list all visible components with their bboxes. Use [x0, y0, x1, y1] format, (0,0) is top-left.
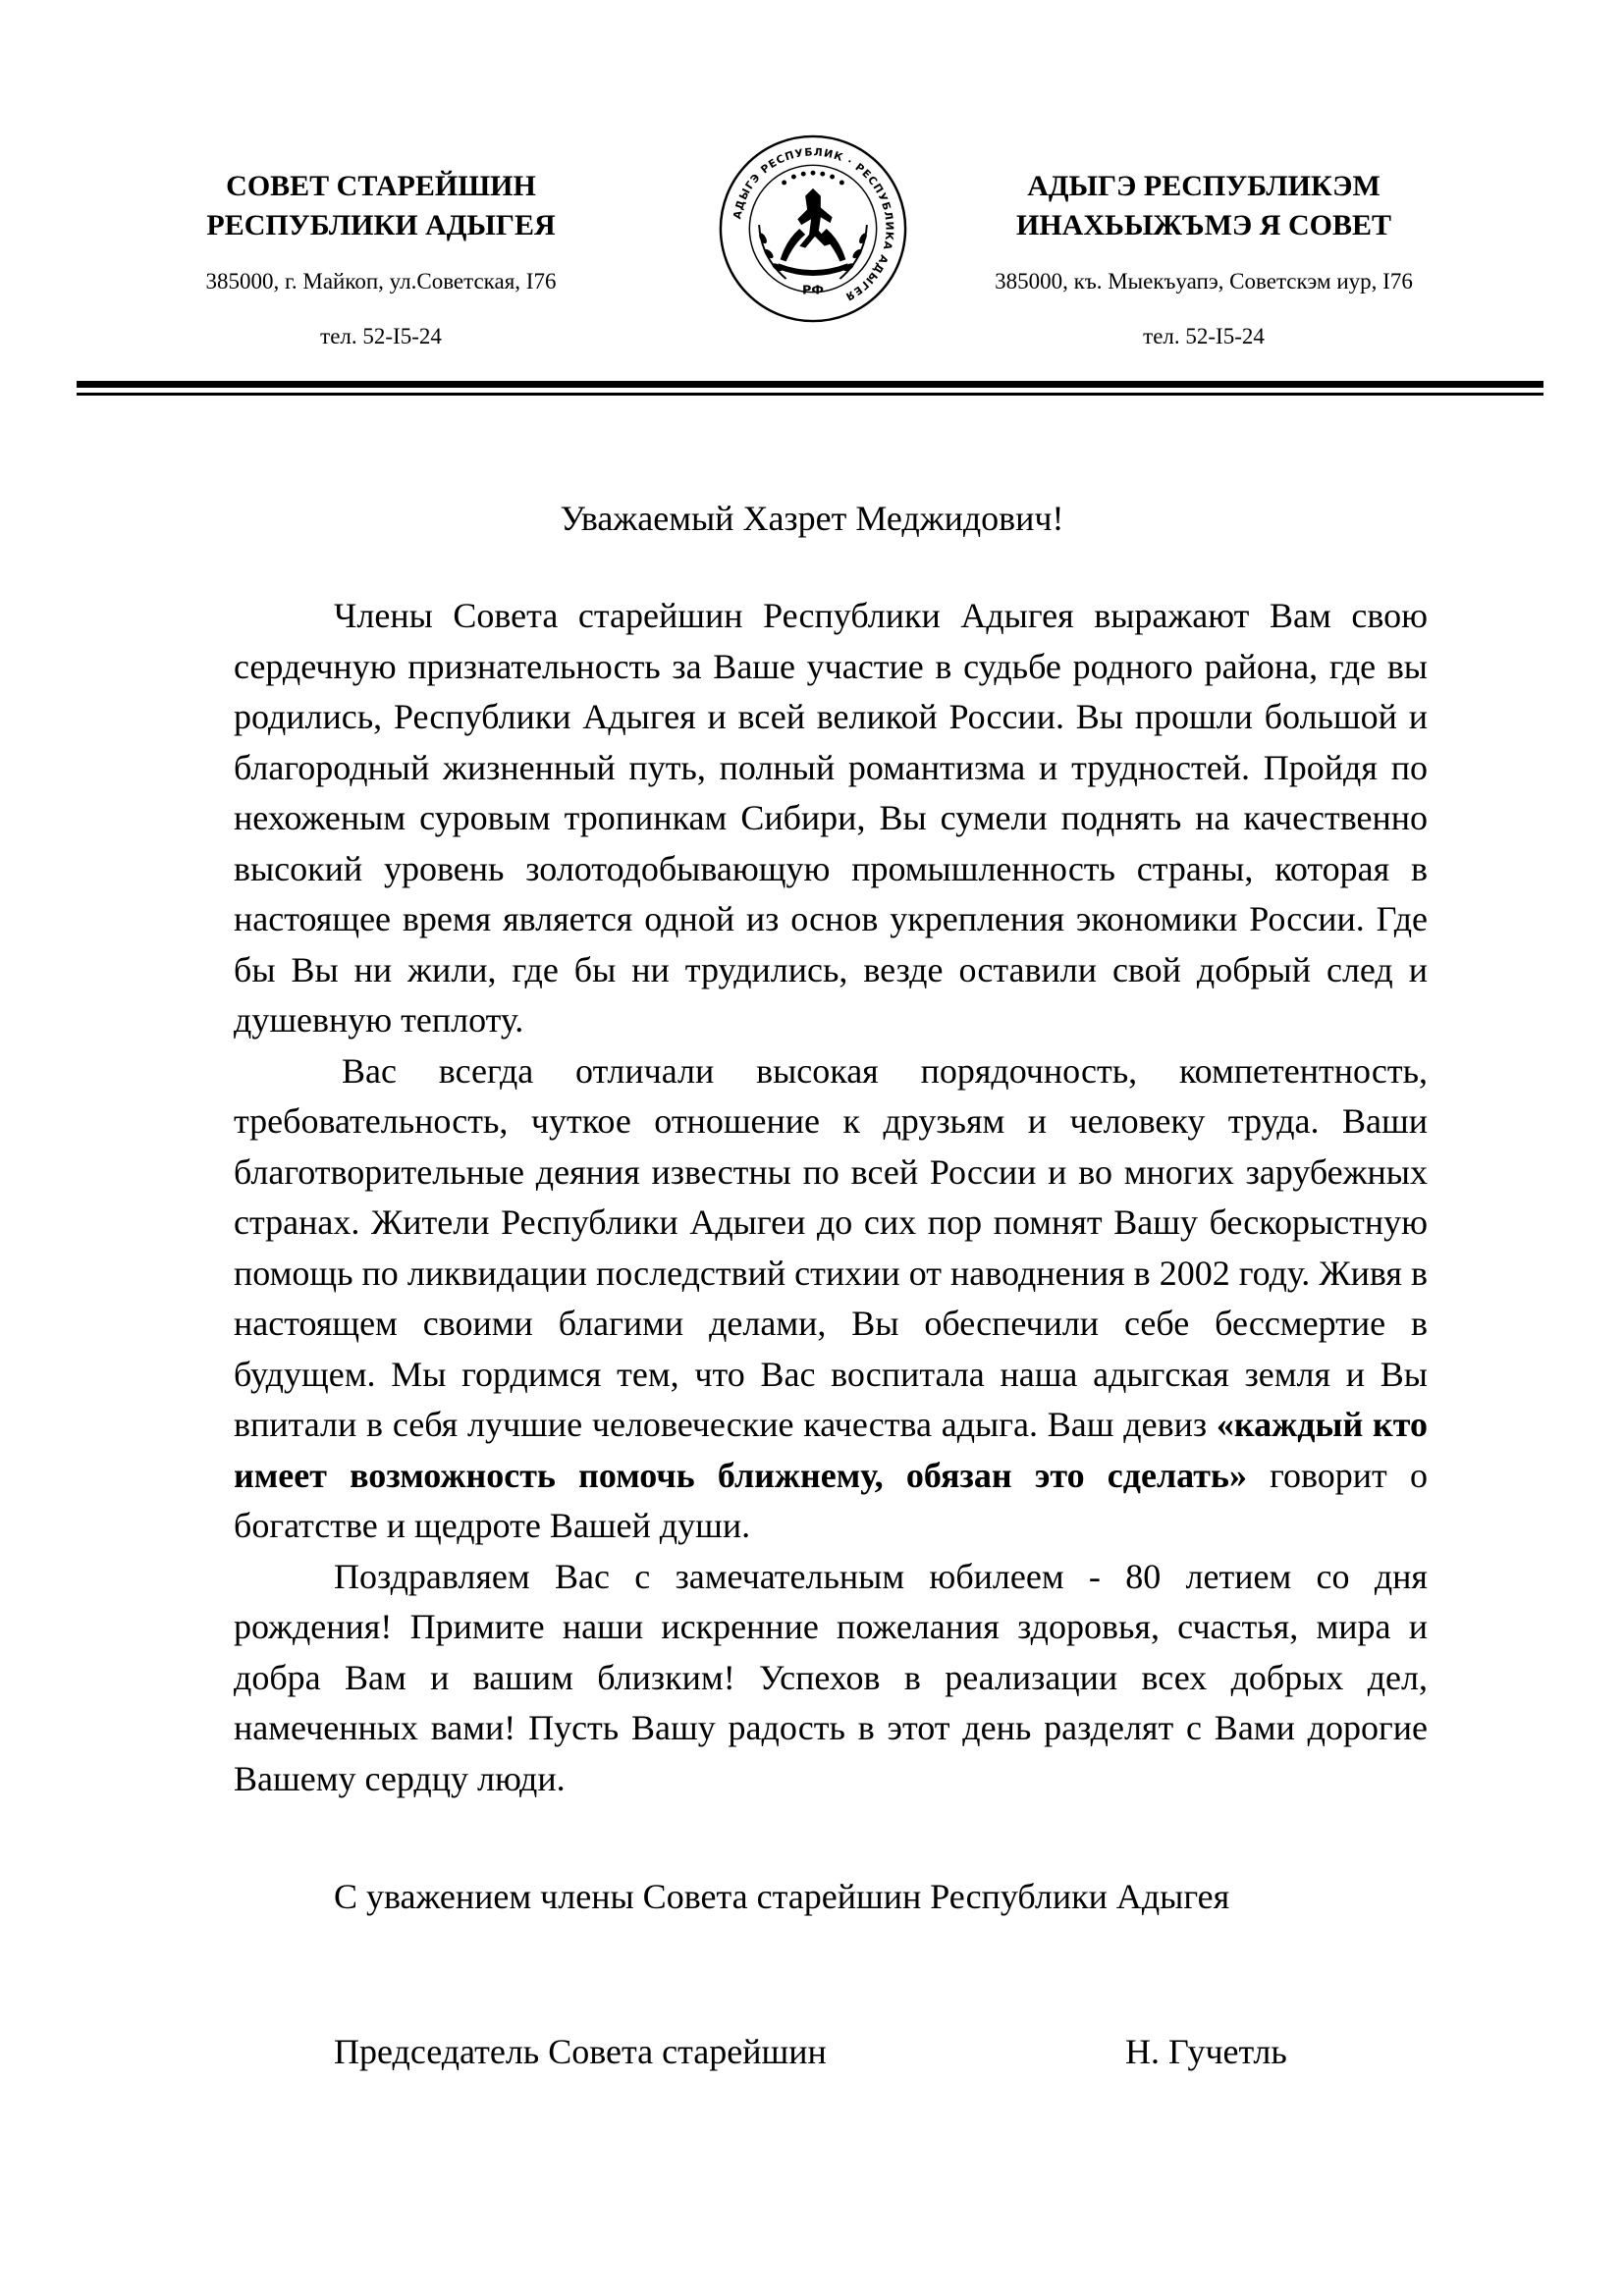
header-divider-thin — [77, 393, 1543, 396]
paragraph-1: Члены Совета старейшин Республики Адыгея выражают Вам свою сердечную признательность за Ваше участие в судьбе родного района, где вы родились, Республики Адыгея и всей великой России. Вы прошли большой и благородный жизненный путь, полный романтизма и трудностей. Пройдя по нехоженым суровым тропинкам Сибири, Вы сумели поднять на качественно высокий уровень золотодобывающую промышленность страны, которая в настоящее время является одной из основ укрепления экономики России. Где бы Вы ни жили, где бы ни трудились, везде оставили свой добрый след и душевную теплоту. — [234, 596, 1428, 1040]
header-left-title-line1: СОВЕТ СТАРЕЙШИН — [226, 170, 536, 202]
header-divider-thick — [77, 381, 1543, 388]
paragraph-3: Поздравляем Вас с замечательным юбилеем - 80 летием со дня рождения! Примите наши искренние пожелания здоровья, счастья, мира и добра Вам и вашим близким! Успехов в реализации всех добрых дел, намеченных вами! Пусть Вашу радость в этот день разделят с Вами дорогие Вашему сердцу люди. — [234, 1556, 1428, 1798]
motto-bold: «каждый кто имеет возможность помочь ближнему, обязан это сделать» — [234, 1405, 1429, 1495]
coat-of-arms-emblem-icon — [717, 133, 909, 325]
header-left-title-line2: РЕСПУБЛИКИ АДЫГЕЯ — [206, 209, 556, 241]
header-left-block — [106, 167, 656, 351]
paragraph-2-text-after: говорит о богатстве и щедроте Вашей души. — [234, 1455, 1428, 1545]
closing-line: С уважением члены Совета старейшин Республики Адыгея — [334, 1877, 1230, 1916]
header-right-address: 385000, къ. Мыекъуапэ, Советскэм иур, I76 — [995, 269, 1413, 294]
letter-body — [234, 591, 1428, 1804]
emblem-base-text: РФ — [802, 283, 824, 298]
header-right-title-line2: ИНАХЬЫЖЪМЭ Я СОВЕТ — [1016, 209, 1391, 241]
signature-name: Н. Гучетль — [1125, 2032, 1287, 2071]
emblem-ring-text: АДЫГЭ РЕСПУБЛИК · РЕСПУБЛИКА АДЫГЕЯ — [731, 145, 896, 304]
salutation: Уважаемый Хазрет Меджидович! — [560, 499, 1064, 538]
header-left-address: 385000, г. Майкоп, ул.Советская, I76 — [205, 269, 557, 294]
header-right-block — [929, 167, 1479, 351]
header-left-phone: тел. 52-I5-24 — [320, 324, 442, 348]
paragraph-2 — [234, 1046, 1428, 1552]
signature-role: Председатель Совета старейшин — [334, 2032, 827, 2071]
header-right-title-line1: АДЫГЭ РЕСПУБЛИКЭМ — [1027, 170, 1380, 202]
header-right-phone: тел. 52-I5-24 — [1143, 324, 1265, 348]
paragraph-2-text-before: Вас всегда отличали высокая порядочность, компетентность, требовательность, чуткое отношение к друзьям и человеку труда. Ваши благотворительные деяния известны по всей России и во многих зарубежных странах. Жители Республики Адыгеи до сих пор помнят Вашу бескорыстную помощь по ликвидации последствий стихии от наводнения в 2002 году. Живя в настоящем своими благими делами, Вы обеспечили себе бессмертие в будущем. Мы гордимся тем, что Вас воспитала наша адыгская земля и Вы впитали в себя лучшие человеческие качества адыга. Ваш девиз — [234, 1050, 1428, 1444]
